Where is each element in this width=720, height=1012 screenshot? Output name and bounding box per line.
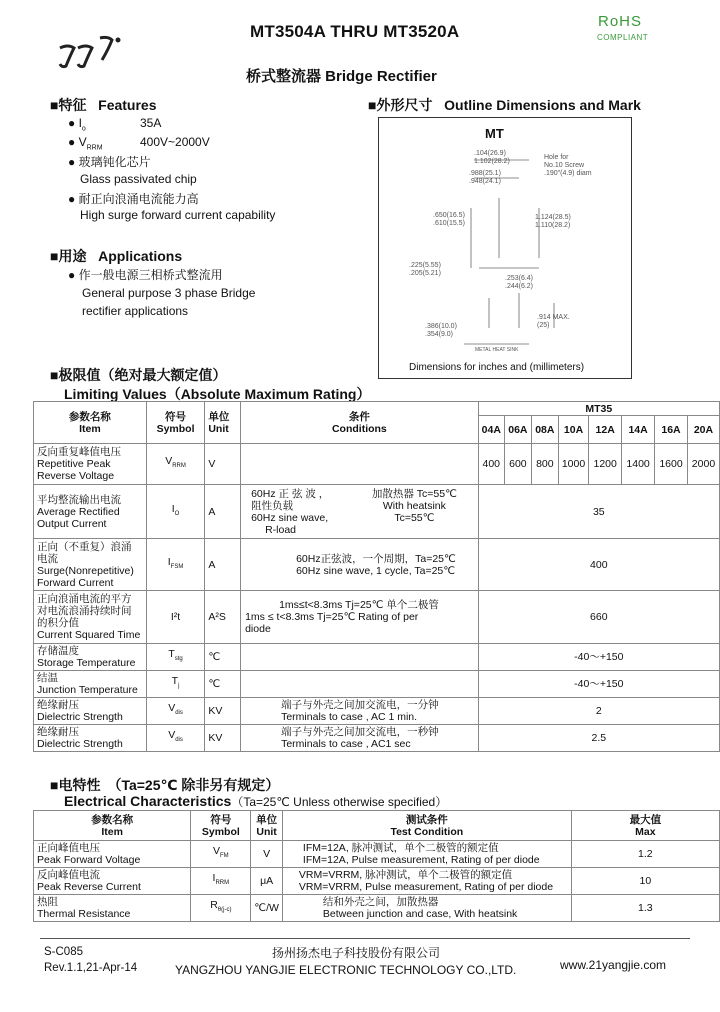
- row-irrm: 反向峰值电流 Peak Reverse Current $I_{RRM}$ μA VRM=VRRM, 脉冲测试，单个二极管的额定值 VRM=VRRM, Pulse measurement, Rating of per diode 10: [34, 868, 720, 895]
- grade-16a: 16A: [655, 416, 688, 444]
- limiting-values-table: [33, 401, 720, 752]
- electrical-header-row: 参数名称 Item 符号 Symbol 单位 Unit 测试条件 Test Condition 最大值 Max: [34, 811, 720, 841]
- package-label: MT: [485, 126, 504, 141]
- company-name-cn: 扬州扬杰电子科技股份有限公司: [272, 946, 441, 960]
- page-title: MT3504A THRU MT3520A: [250, 22, 460, 41]
- yangjie-logo: [56, 34, 126, 79]
- document-code: S-C085: [44, 946, 83, 958]
- row-tj: 结温 Junction Temperature $T_j$ ℃ -40～+150: [34, 671, 720, 698]
- row-io: 平均整流输出电流 Average Rectified Output Current $I_O$ A 60Hz 正 弦 波 ， 阻性负载 60Hz sine wave, R-load 加散热器 Tc=55℃ With heatsink Tc=55℃ 35: [34, 485, 720, 539]
- application-cn: ● 作一般电源三相桥式整流用: [68, 268, 223, 282]
- electrical-heading-cn: ■电特性 （Ta=25℃ 除非另有规定）: [50, 777, 280, 793]
- dim-side: 1.124(28.5) 1.110(28.2): [535, 214, 571, 229]
- row-rth: 热阻 Thermal Resistance $R_{\theta(j-c)}$ ℃/W 结和外壳之间，加散热器 Between junction and case, With heatsink 1.3: [34, 895, 720, 922]
- grade-04a: 04A: [478, 416, 504, 444]
- website-link[interactable]: www.21yangjie.com: [560, 958, 667, 972]
- feature-glass-en: Glass passivated chip: [80, 172, 197, 186]
- application-en-1: General purpose 3 phase Bridge: [82, 286, 256, 300]
- row-vfm: 正向峰值电压 Peak Forward Voltage $V_{FM}$ V IFM=12A, 脉冲测试，单个二极管的额定值 IFM=12A, Pulse measurement, Rating of per diode 1.2: [34, 841, 720, 868]
- grade-20a: 20A: [687, 416, 719, 444]
- feature-io: ● $I_o$ 35A: [68, 116, 162, 133]
- application-en-2: rectifier applications: [82, 304, 189, 318]
- grade-06a: 06A: [504, 416, 531, 444]
- footer-divider: [40, 938, 690, 939]
- row-vrrm: 反向重复峰值电压 Repetitive Peak Reverse Voltage $V_{RRM}$ V 400 600 800 1000 1200 1400 1600 2000: [34, 444, 720, 485]
- metal-heat-sink-label: METAL HEAT SINK: [475, 347, 519, 353]
- grade-10a: 10A: [558, 416, 588, 444]
- outline-caption: Dimensions for inches and (millimeters): [409, 362, 585, 373]
- grade-14a: 14A: [622, 416, 655, 444]
- dim-terminal: .225(5.55) .205(5.21): [409, 262, 441, 277]
- dim-base: .386(10.0) .354(9.0): [425, 323, 457, 338]
- row-vdis-sec: 绝缘耐压 Dielectric Strength $V_{dis}$ KV 端子与外壳之间加交流电，一秒钟 Terminals to case , AC1 sec 2.5: [34, 725, 720, 752]
- feature-surge-en: High surge forward current capability: [80, 208, 276, 222]
- limiting-heading-cn: ■极限值（绝对最大额定值）: [50, 367, 227, 383]
- hole-note: Hole for No.10 Screw .190"(4.9) diam: [544, 154, 592, 177]
- row-vdis-min: 绝缘耐压 Dielectric Strength $V_{dis}$ KV 端子与外壳之间加交流电，一分钟 Terminals to case , AC 1 min. 2: [34, 698, 720, 725]
- dim-top: .104(26.9) 1.102(28.2): [474, 150, 510, 165]
- dim-width: .988(25.1) .948(24.1): [469, 170, 501, 185]
- electrical-table: [33, 810, 720, 922]
- outline-drawing: [378, 117, 632, 379]
- limiting-heading-en: Limiting Values（Absolute Maximum Rating）: [64, 386, 371, 402]
- features-heading: ■特征 Features: [50, 97, 157, 113]
- company-name-en: YANGZHOU YANGJIE ELECTRONIC TECHNOLOGY CO.,LTD.: [175, 963, 517, 977]
- dim-max: .914 MAX. (25): [537, 314, 570, 329]
- grade-08a: 08A: [531, 416, 558, 444]
- row-tstg: 存储温度 Storage Temperature $T_{stg}$ ℃ -40～+150: [34, 644, 720, 671]
- rohs-compliant: COMPLIANT: [597, 33, 649, 42]
- feature-vrrm: ● $V_{RRM}$ 400V~2000V: [68, 135, 210, 152]
- dim-height: .650(16.5) .610(15.5): [433, 212, 465, 227]
- rohs-mark: RoHS: [598, 13, 643, 30]
- outline-heading: ■外形尺寸 Outline Dimensions and Mark: [368, 97, 641, 113]
- electrical-heading-en: Electrical Characteristics（Ta=25℃ Unless otherwise specified）: [64, 793, 448, 809]
- grade-12a: 12A: [589, 416, 622, 444]
- applications-heading: ■用途 Applications: [50, 248, 183, 264]
- revision: Rev.1.1,21-Apr-14: [44, 962, 138, 974]
- feature-glass-cn: ● 玻璃钝化芯片: [68, 155, 151, 169]
- limiting-header-row: 参数名称 Item 符号 Symbol 单位 Unit 条件 Conditions MT35: [34, 402, 720, 416]
- feature-surge-cn: ● 耐正向浪涌电流能力高: [68, 192, 199, 206]
- series-header: MT35: [478, 402, 719, 416]
- row-i2t: 正向浪涌电流的平方 对电流浪涌持续时间 的积分值 Current Squared Time I²t A²S 1ms≤t<8.3ms Tj=25℃ 单个二极管 1ms ≤ t<8.3ms Tj=25℃ Rating of per diode 660: [34, 591, 720, 644]
- row-ifsm: 正向（不重复）浪涌 电流 Surge(Nonrepetitive) Forward Current $I_{FSM}$ A 60Hz正弦波，一个周期，Ta=25℃ 60Hz sine wave, 1 cycle, Ta=25℃ 400: [34, 539, 720, 591]
- page-subtitle: 桥式整流器 Bridge Rectifier: [246, 68, 437, 85]
- dim-spacing: .253(6.4) .244(6.2): [505, 275, 534, 290]
